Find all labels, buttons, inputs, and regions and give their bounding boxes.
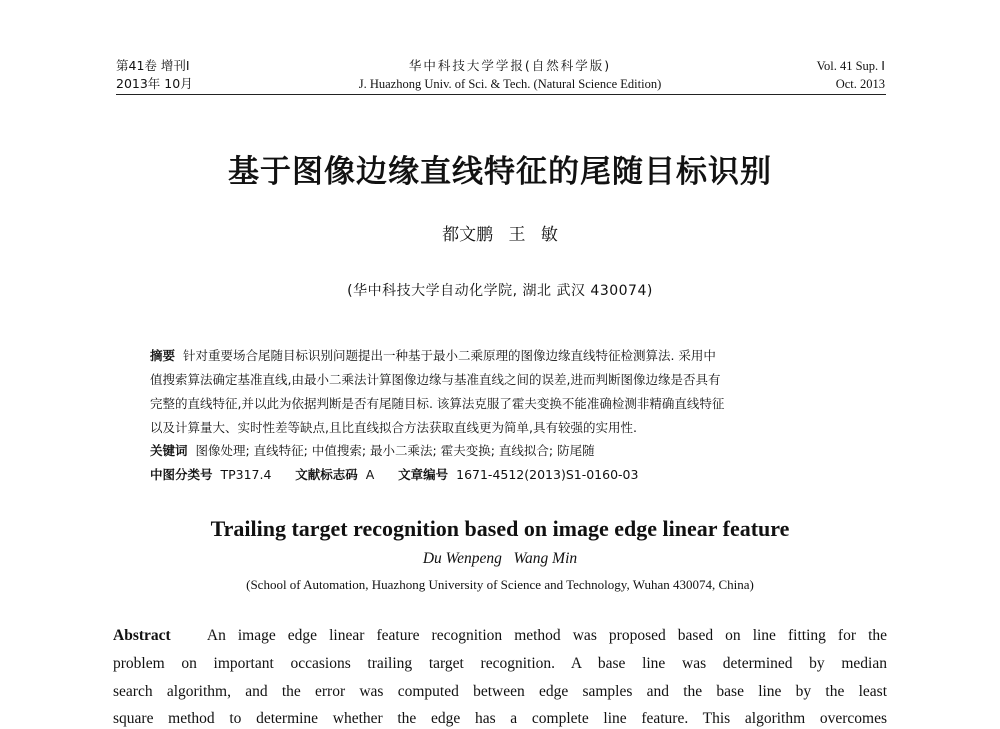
abstract-en-line: square method to determine whether the edge has a complete line feature. This algorithm overcomes: [113, 710, 887, 727]
abstract-cn-text: 针对重要场合尾随目标识别问题提出一种基于最小二乘原理的图像边缘直线特征检测算法. 采用中: [182, 348, 716, 363]
article-number-label: 文章编号: [398, 467, 449, 482]
volume-issue: 第41卷 增刊Ⅰ: [116, 58, 190, 73]
running-head-left: [116, 57, 193, 93]
keywords-label-cn: 关键词: [150, 443, 188, 458]
abstract-label-cn: 摘要: [150, 348, 176, 363]
authors-cn: 都文鹏 王 敏: [442, 225, 558, 245]
affiliation-en: (School of Automation, Huazhong University of Science and Technology, Wuhan 430074, China): [246, 577, 754, 592]
class-label: 中图分类号: [150, 467, 213, 482]
abstract-cn-line: 完整的直线特征,并以此为依据判断是否有尾随目标. 该算法克服了霍夫变换不能准确检测非精确直线特征: [150, 396, 725, 411]
keywords-cn: [150, 442, 860, 460]
running-head-right: [760, 57, 885, 93]
authors-en: Du Wenpeng Wang Min: [422, 550, 578, 567]
running-head-center: [300, 57, 720, 93]
class-value: TP317.4: [220, 467, 272, 482]
doc-code-label: 文献标志码: [295, 467, 358, 482]
article-number-value: 1671-4512(2013)S1-0160-03: [456, 467, 639, 482]
paper-title-cn: 基于图像边缘直线特征的尾随目标识别: [228, 154, 772, 190]
volume-en: Vol. 41 Sup. Ⅰ: [816, 59, 885, 73]
year-month: 2013年 10月: [116, 76, 193, 91]
keywords-cn-text: 图像处理; 直线特征; 中值搜索; 最小二乘法; 霍夫变换; 直线拟合; 防尾随: [195, 443, 595, 458]
abstract-en-line: [113, 626, 887, 646]
abstract-en-text: An image edge linear feature recognition method was proposed based on line fitting for the: [206, 627, 887, 644]
doc-code-value: A: [365, 467, 375, 482]
affiliation-cn: (华中科技大学自动化学院, 湖北 武汉 430074): [347, 283, 653, 299]
abstract-en-line: problem on important occasions trailing target recognition. A base line was determined by median: [113, 655, 887, 672]
journal-name-cn: 华中科技大学学报(自然科学版): [408, 58, 612, 73]
classification-line: [150, 466, 860, 484]
header-rule: [116, 94, 886, 95]
paper-title-en: Trailing target recognition based on image edge linear feature: [210, 516, 790, 541]
date-en: Oct. 2013: [835, 77, 885, 91]
journal-name-en: J. Huazhong Univ. of Sci. & Tech. (Natural Science Edition): [358, 77, 662, 91]
abstract-cn-line: 以及计算量大、实时性差等缺点,且比直线拟合方法获取直线更为简单,具有较强的实用性.: [150, 420, 637, 435]
abstract-cn-line: 值搜索算法确定基准直线,由最小二乘法计算图像边缘与基准直线之间的误差,进而判断图像边缘是否具有: [150, 372, 721, 387]
abstract-cn-line: [150, 347, 860, 365]
abstract-en-line: search algorithm, and the error was computed between edge samples and the base line by the least: [113, 683, 887, 700]
abstract-label-en: Abstract: [113, 627, 171, 644]
